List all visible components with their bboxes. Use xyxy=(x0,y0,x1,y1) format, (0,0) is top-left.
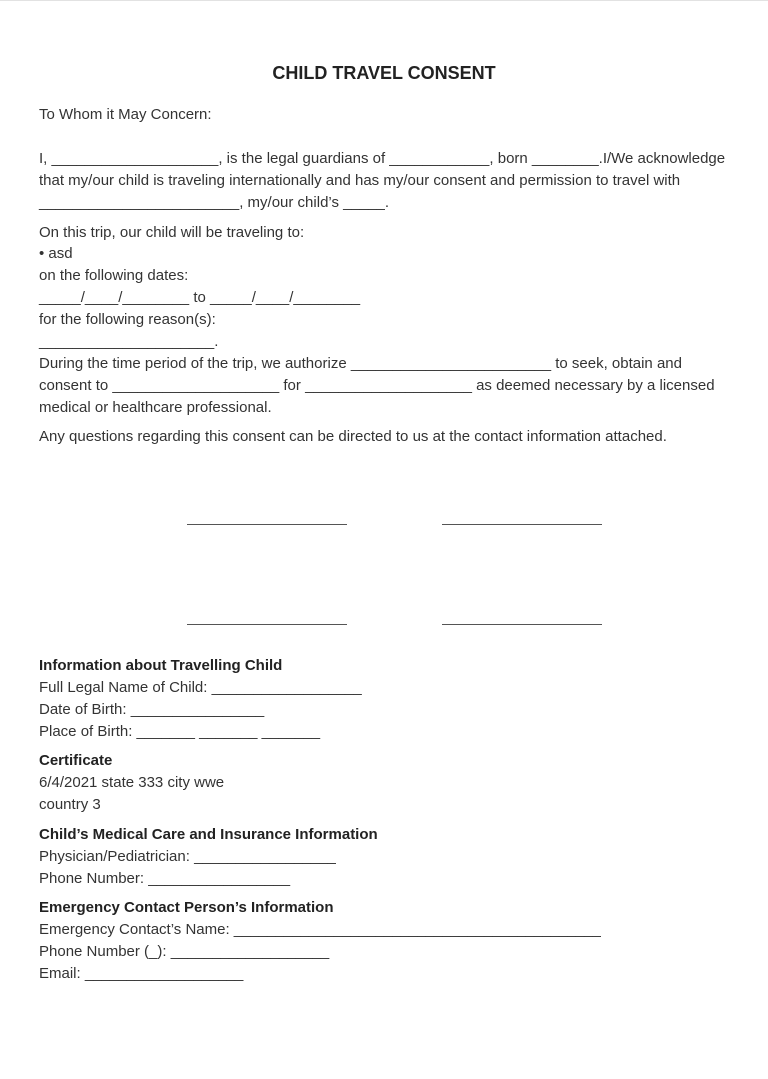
destination-item: • asd xyxy=(39,245,73,262)
child-dob: Date of Birth: ________________ xyxy=(39,701,265,718)
salutation: To Whom it May Concern: xyxy=(39,106,212,123)
child-info-heading: Information about Travelling Child xyxy=(39,657,283,674)
destinations-label: On this trip, our child will be traveling to: xyxy=(39,224,305,241)
certificate-heading: Certificate xyxy=(39,752,113,769)
paragraph1-line1: I, ____________________, is the legal guardians of ____________, born ________.I/We acknowledge xyxy=(39,150,726,167)
physician-line: Physician/Pediatrician: _________________ xyxy=(39,848,336,865)
document-title: CHILD TRAVEL CONSENT xyxy=(272,63,496,83)
signature-line xyxy=(442,524,602,525)
authorization-line2: consent to ____________________ for ____________________ as deemed necessary by a licensed xyxy=(39,377,715,394)
child-pob: Place of Birth: _______ _______ _______ xyxy=(39,723,321,740)
certificate-line1: 6/4/2021 state 333 city wwe xyxy=(39,774,225,791)
emergency-phone-line: Phone Number (_): ___________________ xyxy=(39,943,330,960)
authorization-line1: During the time period of the trip, we authorize ________________________ to seek, obtain and xyxy=(39,355,682,372)
dates-label: on the following dates: xyxy=(39,267,189,284)
child-full-name: Full Legal Name of Child: __________________ xyxy=(39,679,362,696)
emergency-heading: Emergency Contact Person’s Information xyxy=(39,899,334,916)
emergency-email-line: Email: ___________________ xyxy=(39,965,244,982)
signature-line xyxy=(187,624,347,625)
reasons-label: for the following reason(s): xyxy=(39,311,216,328)
paragraph1-line2: that my/our child is traveling internationally and has my/our consent and permission to travel with xyxy=(39,172,681,189)
paragraph1-line3: ________________________, my/our child’s _____. xyxy=(39,194,390,211)
certificate-line2: country 3 xyxy=(39,796,101,813)
medical-heading: Child’s Medical Care and Insurance Information xyxy=(39,826,378,843)
emergency-name-line: Emergency Contact’s Name: ____________________________________________ xyxy=(39,921,601,938)
dates-line: _____/____/________ to _____/____/________ xyxy=(39,289,361,306)
reasons-line: _____________________. xyxy=(39,333,219,350)
authorization-line3: medical or healthcare professional. xyxy=(39,399,272,416)
medical-phone-line: Phone Number: _________________ xyxy=(39,870,291,887)
signature-line xyxy=(442,624,602,625)
questions-text: Any questions regarding this consent can be directed to us at the contact information attached. xyxy=(39,428,667,445)
signature-line xyxy=(187,524,347,525)
